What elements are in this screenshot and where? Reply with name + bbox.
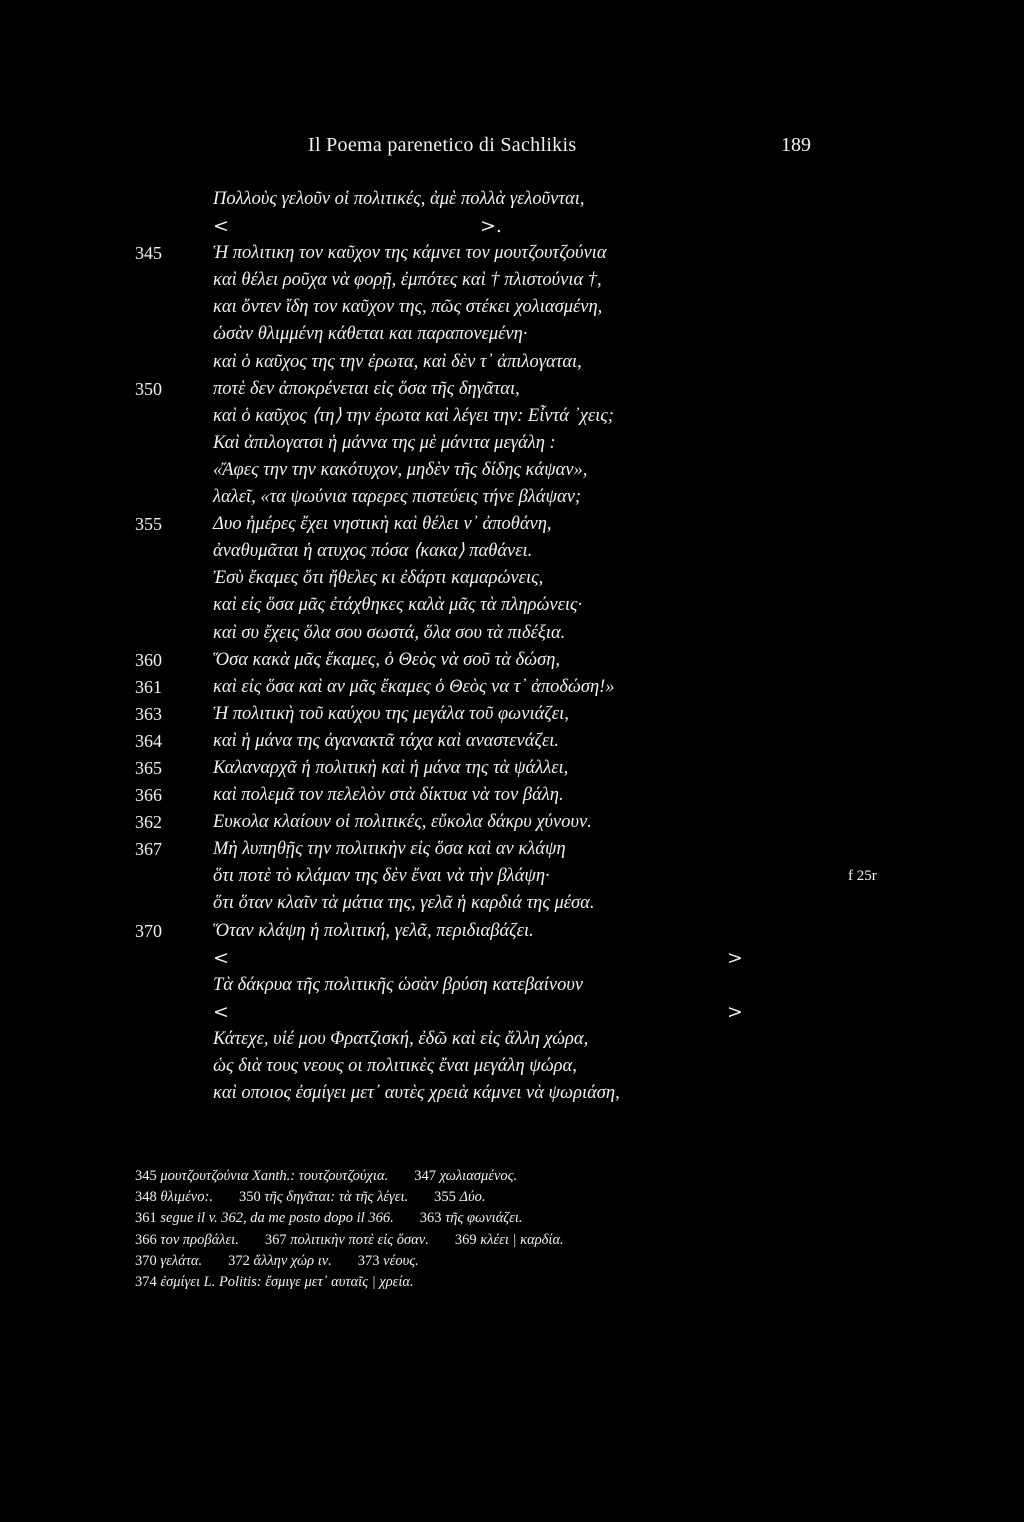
apparatus-row: [135, 1272, 895, 1293]
verse-line: [0, 376, 1024, 403]
apparatus-row: [135, 1166, 895, 1187]
apparatus-line-ref: 367: [264, 1231, 287, 1248]
apparatus-line-ref: 350: [238, 1189, 261, 1206]
verse-line: [0, 1026, 1024, 1053]
verse-text: Ὅταν κλάψη ἡ πολιτική, γελᾶ, περιδιαβάζει.: [213, 920, 534, 941]
line-number: 345: [135, 243, 162, 264]
apparatus-line-ref: 369: [454, 1231, 477, 1248]
apparatus-reading: τῆς δηγᾶται: τὰ τῆς λέγει.: [264, 1189, 409, 1206]
apparatus-reading: χωλιασμένος.: [439, 1168, 518, 1184]
verse-text: Ἐσὺ ἔκαμες ὅτι ἤθελες κι ἐδάρτι καμαρώνεις,: [213, 568, 544, 589]
apparatus-line-ref: 366: [135, 1231, 157, 1248]
apparatus-reading: ἐσμίγει L. Politis: ἔσμιγε μετ᾽ αυταῖς | χρεία.: [160, 1273, 414, 1290]
verse-text: καὶ ἡ μάνα της ἀγανακτᾶ τάχα καὶ αναστενάζει.: [213, 730, 560, 751]
verse-line: [0, 592, 1024, 619]
apparatus-line-ref: 355: [434, 1189, 456, 1206]
verse-line: [0, 782, 1024, 809]
poem-text: [0, 186, 1024, 1107]
verse-text: και ὄντεν ἴδη τον καῦχον της, πῶς στέκει χολιασμένη,: [213, 297, 603, 318]
lacuna-open: <: [213, 946, 229, 969]
verse-text: καὶ ὁ καῦχος της την ἐρωτα, καὶ δὲν τ᾽ ἀπιλογαται,: [213, 351, 582, 372]
line-number: 360: [135, 649, 162, 670]
apparatus-reading: πολιτικὴν ποτὲ εἰς ὅσαν.: [290, 1231, 429, 1248]
apparatus-line-ref: 372: [228, 1252, 250, 1269]
lacuna-close: >.: [480, 215, 502, 238]
apparatus-line-ref: 363: [419, 1210, 442, 1227]
verse-text: Ἡ πολιτικη τον καῦχον της κάμνει τον μουτζουτζούνια: [213, 243, 607, 264]
verse-line: [0, 647, 1024, 674]
apparatus-reading: κλέει | καρδία.: [480, 1231, 564, 1248]
verse-text: Καλαναρχᾶ ἡ πολιτικὴ καὶ ἡ μάνα της τὰ ψάλλει,: [213, 757, 569, 778]
verse-line: [0, 1053, 1024, 1080]
verse-text: Τὰ δάκρυα τῆς πολιτικῆς ὡσὰν βρύση κατεβαίνουν: [213, 974, 584, 995]
verse-line: [0, 186, 1024, 213]
apparatus-reading: νέους.: [383, 1252, 419, 1269]
verse-line: [0, 674, 1024, 701]
apparatus-line-ref: 373: [357, 1252, 380, 1269]
verse-line: [0, 213, 1024, 240]
apparatus-row: [135, 1187, 895, 1208]
verse-line: [0, 918, 1024, 945]
verse-line: [0, 1080, 1024, 1107]
apparatus-reading: τῆς φωνιάζει.: [445, 1210, 523, 1227]
line-number: 362: [135, 812, 162, 833]
verse-text: Μὴ λυπηθῇς την πολιτικὴν εἰς ὅσα καὶ αν κλάψη: [213, 839, 566, 860]
verse-line: [0, 403, 1024, 430]
line-number: 363: [135, 703, 162, 724]
verse-text: καὶ οποιος ἐσμίγει μετ᾽ αυτὲς χρειὰ κάμνει νὰ ψωριάση,: [213, 1083, 620, 1104]
lacuna-open: <: [213, 1000, 229, 1023]
verse-line: [0, 484, 1024, 511]
verse-line: [0, 999, 1024, 1026]
line-number: 364: [135, 730, 162, 751]
apparatus-line-ref: 345: [135, 1168, 157, 1184]
verse-text: καὶ θέλει ροῦχα νὰ φορῇ, ἐμπότες καὶ † πλιστούνια †,: [213, 270, 602, 291]
verse-text: Καὶ ἀπιλογατσι ἡ μάννα της μὲ μάνιτα μεγάλη :: [213, 432, 556, 453]
line-number: 361: [135, 676, 162, 697]
verse-text: ὡσὰν θλιμμένη κάθεται και παραπονεμένη·: [213, 324, 528, 345]
line-number: 367: [135, 839, 162, 860]
verse-line: [0, 945, 1024, 972]
verse-line: [0, 809, 1024, 836]
verse-text: καὶ συ ἔχεις ὅλα σου σωστά, ὅλα σου τὰ πιδέξια.: [213, 622, 566, 643]
running-header: [0, 134, 1024, 160]
apparatus-row: [135, 1230, 895, 1251]
apparatus-line-ref: 348: [135, 1189, 157, 1206]
verse-text: Κάτεχε, υἱέ μου Φρατζισκή, ἐδῶ καὶ εἰς ἄλλη χώρα,: [213, 1028, 589, 1049]
verse-line: [0, 755, 1024, 782]
verse-line: [0, 267, 1024, 294]
verse-line: [0, 321, 1024, 348]
critical-apparatus: [135, 1166, 895, 1293]
verse-line: [0, 863, 1024, 890]
verse-text: Ἡ πολιτικὴ τοῦ καύχου της μεγάλα τοῦ φωνιάζει,: [213, 703, 569, 724]
verse-line: [0, 701, 1024, 728]
verse-text: Πολλοὺς γελοῦν οἱ πολιτικές, ἀμὲ πολλὰ γελοῦνται,: [213, 189, 585, 209]
verse-text: ἀναθυμᾶται ἡ ατυχος πόσα ⟨κακα⟩ παθάνει.: [213, 541, 533, 562]
apparatus-row: [135, 1251, 895, 1272]
verse-text: ὡς διὰ τους νεους οι πολιτικὲς ἔναι μεγάλη ψώρα,: [213, 1056, 577, 1076]
verse-text: καὶ εἰς ὅσα καὶ αν μᾶς ἔκαμες ὁ Θεὸς να τ᾽ ἀποδώση!»: [213, 676, 615, 697]
line-number: 366: [135, 785, 162, 806]
verse-line: [0, 836, 1024, 863]
verse-line: [0, 538, 1024, 565]
apparatus-reading: γελάτα.: [160, 1252, 203, 1269]
apparatus-reading: τον προβάλει.: [160, 1231, 239, 1248]
apparatus-reading: ἄλλην χώρ ιν.: [253, 1252, 332, 1269]
verse-text: καὶ ὁ καῦχος ⟨τη⟩ την ἐρωτα καὶ λέγει την: Εἶντά ᾽χεις;: [213, 405, 614, 426]
line-number: 365: [135, 757, 162, 778]
line-number: 350: [135, 378, 162, 399]
verse-line: [0, 349, 1024, 376]
lacuna-close: >: [727, 946, 743, 969]
verse-text: Ευκολα κλαίουν οἱ πολιτικές, εὔκολα δάκρυ χύνουν.: [213, 812, 592, 833]
verse-text: καὶ εἰς ὅσα μᾶς ἐτάχθηκες καλὰ μᾶς τὰ πληρώνεις·: [213, 595, 583, 616]
verse-line: [0, 728, 1024, 755]
verse-text: ὅτι ὅταν κλαῖν τὰ μάτια της, γελᾶ ἡ καρδιά της μέσα.: [213, 893, 595, 914]
page-number: 189: [781, 134, 811, 156]
verse-text: Ὅσα κακὰ μᾶς ἔκαμες, ὁ Θεὸς νὰ σοῦ τὰ δώση,: [213, 649, 561, 670]
verse-line: [0, 294, 1024, 321]
verse-text: ποτὲ δεν ἀποκρένεται εἰς ὅσα τῆς δηγᾶται,: [213, 378, 520, 399]
apparatus-reading: Δύο.: [459, 1189, 486, 1206]
verse-text: «Ἄφες την την κακότυχον, μηδὲν τῆς δίδης κάψαν»,: [213, 459, 588, 480]
running-title: Il Poema parenetico di Sachlikis: [308, 134, 577, 156]
folio-marker: f 25r: [848, 868, 877, 885]
verse-text: λαλεῖ, «τα ψωύνια ταρερες πιστεύεις τήνε βλάψαν;: [213, 487, 582, 508]
line-number: 370: [135, 920, 162, 941]
verse-line: [0, 972, 1024, 999]
apparatus-line-ref: 370: [135, 1252, 157, 1269]
lacuna-close: >: [727, 1000, 743, 1023]
apparatus-reading: θλιμένο:.: [160, 1189, 213, 1206]
verse-line: [0, 457, 1024, 484]
apparatus-row: [135, 1208, 895, 1229]
apparatus-line-ref: 361: [135, 1210, 157, 1227]
apparatus-line-ref: 347: [414, 1168, 436, 1184]
verse-line: [0, 240, 1024, 267]
verse-line: [0, 890, 1024, 917]
apparatus-reading: segue il v. 362, da me posto dopo il 366.: [160, 1210, 394, 1227]
verse-line: [0, 511, 1024, 538]
verse-line: [0, 620, 1024, 647]
verse-text: ὅτι ποτὲ τὸ κλάμαν της δὲν ἔναι νὰ τὴν βλάψη·: [213, 866, 550, 887]
verse-text: Δυο ἡμέρες ἔχει νηστικὴ καὶ θέλει ν᾽ ἀποθάνη,: [213, 514, 552, 535]
verse-line: [0, 565, 1024, 592]
line-number: 355: [135, 514, 162, 535]
apparatus-line-ref: 374: [135, 1273, 157, 1290]
lacuna-open: <: [213, 215, 229, 238]
verse-line: [0, 430, 1024, 457]
verse-text: καὶ πολεμᾶ τον πελελὸν στὰ δίκτυα νὰ τον βάλη.: [213, 785, 564, 806]
apparatus-reading: μουτζουτζούνια Xanth.: τουτζουτζούχια.: [160, 1168, 389, 1184]
